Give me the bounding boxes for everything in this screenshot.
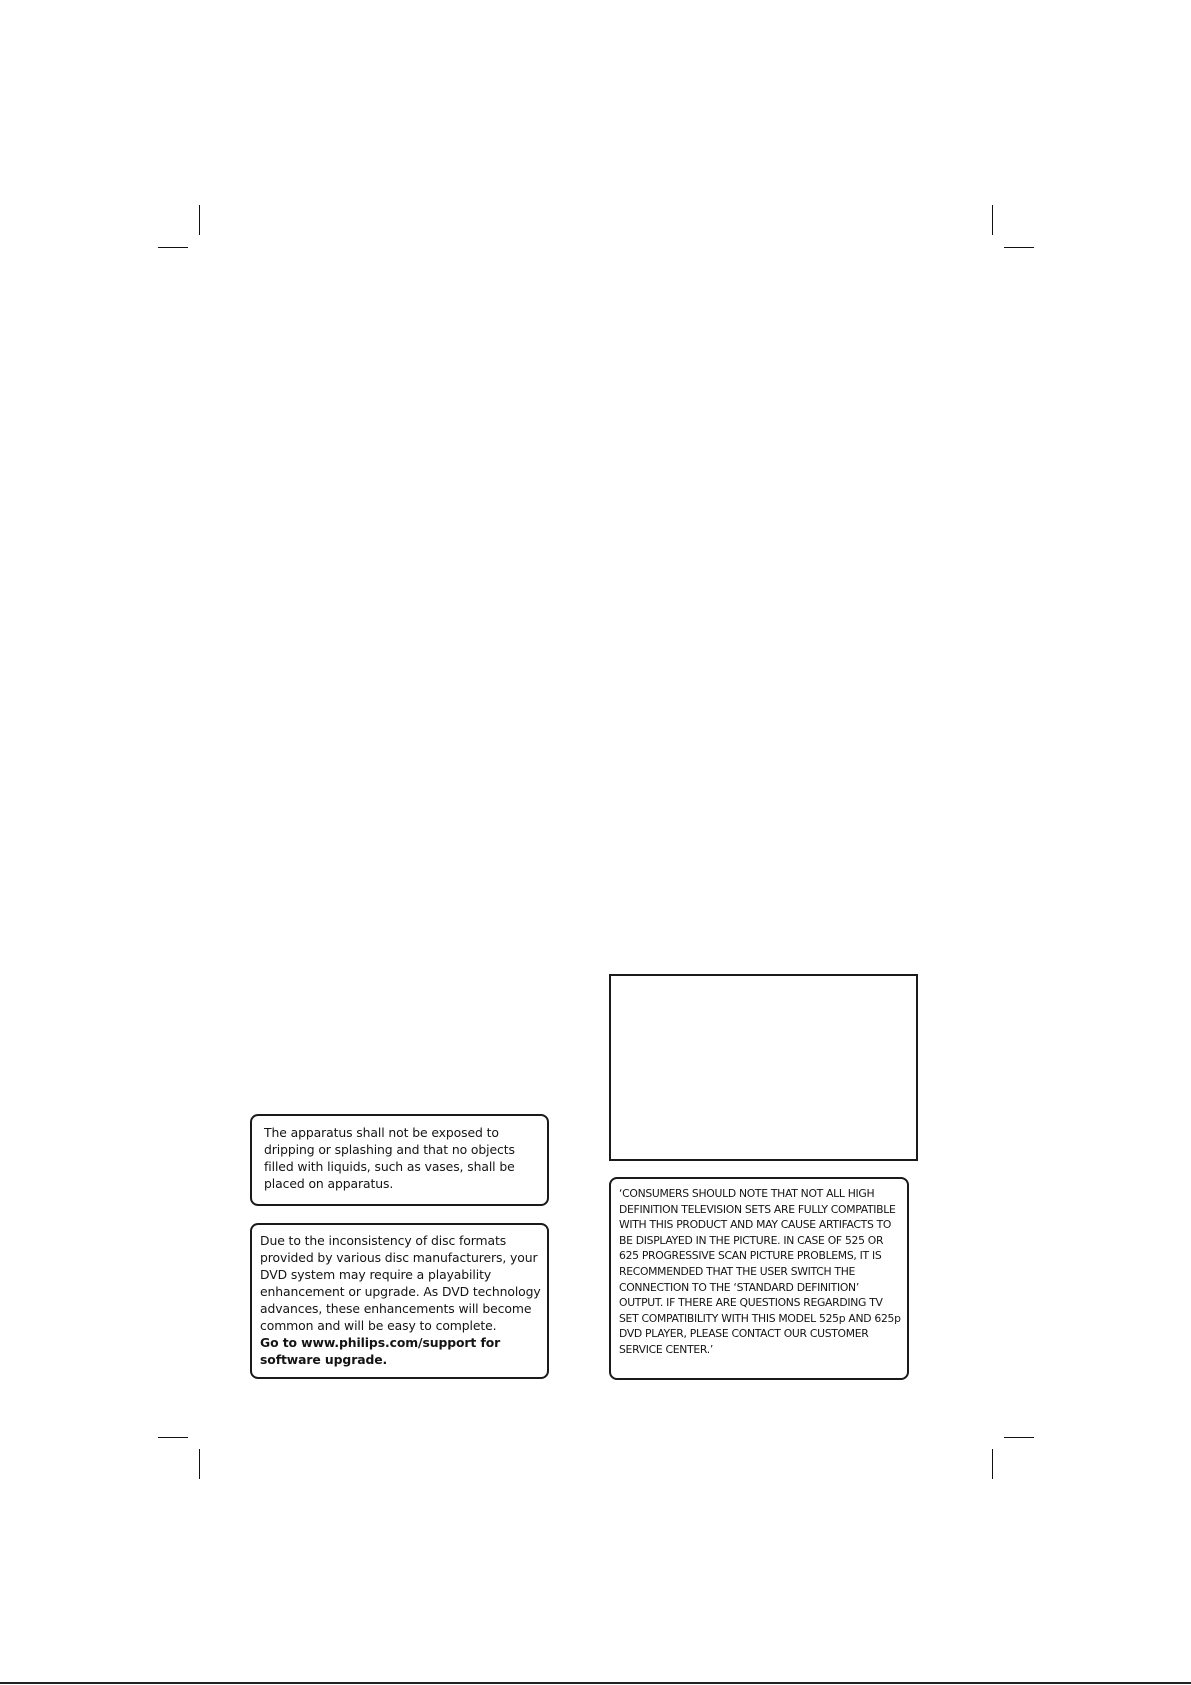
crop-mark-top-right-horizontal bbox=[1004, 247, 1034, 248]
disc-format-notice-body: Due to the inconsistency of disc formats provided by various disc manufacturers, your DVD system may require a playability enhancement or upgrade. As DVD technology advances, these enhancements will become common and will be easy to complete. bbox=[260, 1233, 541, 1333]
hdtv-compatibility-notice-text: ‘CONSUMERS SHOULD NOTE THAT NOT ALL HIGH DEFINITION TELEVISION SETS ARE FULLY COMPATIBLE WITH THIS PRODUCT AND MAY CAUSE ARTIFACTS TO BE DISPLAYED IN THE PICTURE. IN CASE OF 525 OR 625 PROGRESSIVE SCAN PICTURE PROBLEMS, IT IS RECOMMENDED THAT THE USER SWITCH THE CONNECTION TO THE ‘STANDARD DEFINITION’ OUTPUT. IF THERE ARE QUESTIONS REGARDING TV SET COMPATIBILITY WITH THIS MODEL 525p AND 625p DVD PLAYER, PLEASE CONTACT OUR CUSTOMER SERVICE CENTER.’ bbox=[619, 1187, 901, 1356]
support-url-text: Go to www.philips.com/support for software upgrade. bbox=[260, 1335, 501, 1367]
crop-mark-top-right-vertical bbox=[992, 205, 993, 235]
disc-format-notice-text bbox=[260, 1232, 541, 1368]
crop-mark-top-left-horizontal bbox=[158, 247, 188, 248]
crop-mark-bottom-left-vertical bbox=[199, 1449, 200, 1479]
crop-mark-bottom-left-horizontal bbox=[158, 1437, 188, 1438]
disc-format-notice-box bbox=[250, 1223, 549, 1379]
footer-rule bbox=[0, 1682, 1191, 1684]
crop-mark-top-left-vertical bbox=[199, 205, 200, 235]
dripping-warning-box bbox=[250, 1114, 549, 1206]
hdtv-compatibility-notice-box bbox=[609, 1177, 909, 1380]
crop-mark-bottom-right-horizontal bbox=[1004, 1437, 1034, 1438]
crop-mark-bottom-right-vertical bbox=[992, 1449, 993, 1479]
blank-label-frame bbox=[609, 974, 918, 1161]
dripping-warning-text: The apparatus shall not be exposed to dripping or splashing and that no objects filled with liquids, such as vases, shall be placed on apparatus. bbox=[264, 1125, 515, 1191]
